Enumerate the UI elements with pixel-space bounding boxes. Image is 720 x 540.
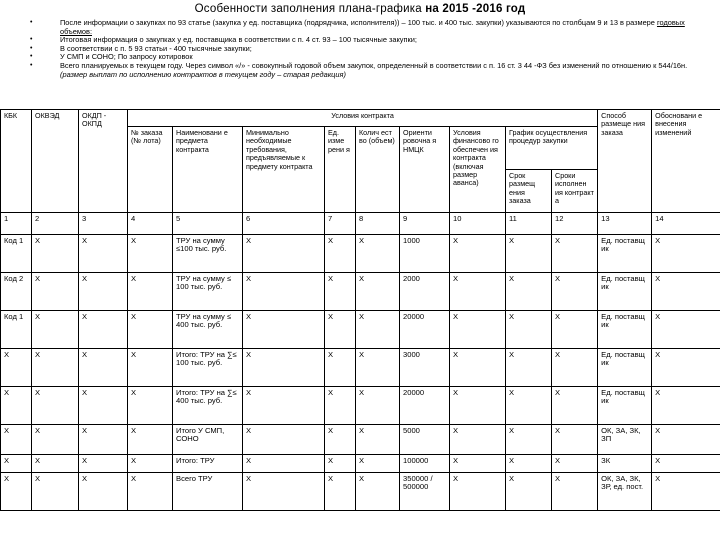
table-cell: Х: [128, 473, 173, 511]
table-cell: Х: [450, 311, 506, 349]
table-cell: Х: [1, 387, 32, 425]
table-cell: Х: [128, 311, 173, 349]
table-cell: Х: [325, 387, 356, 425]
table-cell: Х: [243, 311, 325, 349]
table-row: [1, 387, 720, 425]
table-row: [1, 273, 720, 311]
table-cell: Х: [652, 235, 720, 273]
col-number: 2: [32, 213, 79, 235]
table-cell: Х: [450, 349, 506, 387]
table-cell: Х: [552, 349, 598, 387]
table-cell: Код 1: [1, 311, 32, 349]
header-reason: Обосновани е внесения изменений: [652, 110, 720, 213]
header-kbk: КБК: [1, 110, 32, 213]
table-cell: Х: [450, 273, 506, 311]
header-lot: № заказа (№ лота): [128, 127, 173, 213]
table-cell: Всего ТРУ: [173, 473, 243, 511]
table-cell: Х: [1, 425, 32, 455]
table-cell: ТРУ на сумму ≤ 100 тыс. руб.: [173, 273, 243, 311]
col-number: 4: [128, 213, 173, 235]
table-cell: Х: [243, 387, 325, 425]
table-cell: ЗК: [598, 455, 652, 473]
table-cell: ТРУ на сумму ≤100 тыс. руб.: [173, 235, 243, 273]
table-cell: Х: [325, 455, 356, 473]
table-cell: Х: [552, 273, 598, 311]
col-number: 5: [173, 213, 243, 235]
plan-schedule-table: [0, 109, 720, 511]
table-cell: Х: [79, 273, 128, 311]
table-cell: Х: [79, 473, 128, 511]
header-okpd: ОКДП - ОКПД: [79, 110, 128, 213]
table-cell: Х: [506, 473, 552, 511]
table-cell: 20000: [400, 387, 450, 425]
table-cell: Х: [450, 387, 506, 425]
table-cell: Х: [325, 349, 356, 387]
col-number: 7: [325, 213, 356, 235]
header-unit: Ед. изме рени я: [325, 127, 356, 213]
table-cell: Ед. поставщ ик: [598, 235, 652, 273]
table-cell: Итого: ТРУ на ∑≤ 100 тыс. руб.: [173, 349, 243, 387]
header-qty: Колич ест во (объем): [356, 127, 400, 213]
table-cell: Х: [243, 349, 325, 387]
note-item: • В соответствии с п. 5 93 статьи - 400 тысячные закупки;: [30, 45, 710, 54]
column-numbers-row: [1, 213, 720, 235]
header-okved: ОКВЭД: [32, 110, 79, 213]
table-cell: Х: [128, 387, 173, 425]
table-cell: Ед. поставщ ик: [598, 273, 652, 311]
table-cell: Х: [356, 473, 400, 511]
table-cell: Х: [450, 473, 506, 511]
table-cell: Х: [552, 235, 598, 273]
notes-list: [30, 19, 710, 79]
table-cell: Х: [79, 235, 128, 273]
table-cell: Х: [32, 349, 79, 387]
table-row: [1, 425, 720, 455]
col-number: 13: [598, 213, 652, 235]
table-cell: Х: [506, 425, 552, 455]
table-cell: Х: [79, 349, 128, 387]
table-cell: 20000: [400, 311, 450, 349]
table-cell: Х: [128, 235, 173, 273]
table-cell: Х: [652, 387, 720, 425]
table-cell: Х: [356, 273, 400, 311]
col-number: 3: [79, 213, 128, 235]
table-cell: Х: [243, 273, 325, 311]
page-title: Особенности заполнения плана-графика на 2015 -2016 год: [194, 3, 526, 15]
table-cell: Х: [652, 349, 720, 387]
table-cell: 2000: [400, 273, 450, 311]
table-cell: Х: [128, 455, 173, 473]
table-cell: Ед. поставщ ик: [598, 387, 652, 425]
table-cell: Х: [32, 473, 79, 511]
note-item: • После информации о закупках по 93 статье (закупка у ед. поставщика (подрядчика, исполнителя)) – 100 тыс. и 400 тыс. закупки) указываются по столбцам 9 и 13 в размере годовых объемов:: [30, 19, 710, 36]
table-row: [1, 473, 720, 511]
col-number: 9: [400, 213, 450, 235]
header-name: Наименовани е предмета контракта: [173, 127, 243, 213]
header-nmck: Ориенти ровочна я НМЦК: [400, 127, 450, 213]
table-cell: Х: [506, 273, 552, 311]
table-cell: Х: [506, 455, 552, 473]
table-cell: ОК, ЗА, ЗК, ЗР, ед. пост.: [598, 473, 652, 511]
table-cell: Х: [652, 311, 720, 349]
table-cell: 350000 / 500000: [400, 473, 450, 511]
header-conditions: Условия контракта: [128, 110, 598, 127]
table-cell: 3000: [400, 349, 450, 387]
table-cell: Х: [652, 273, 720, 311]
table-cell: Ед. поставщ ик: [598, 311, 652, 349]
header-req: Минимально необходимые требования, предъявляемые к предмету контракта: [243, 127, 325, 213]
col-number: 6: [243, 213, 325, 235]
table-cell: Х: [32, 455, 79, 473]
note-item: • Всего планируемых в текущем году. Через символ «/» - совокупный годовой объем закупок, определенный в соответствии с п. 16 ст. 3 44 -ФЗ без изменений по отношению к 544/16н.(размер выплат по исполнению контрактов в текущем году – старая редакция): [30, 62, 710, 79]
col-number: 10: [450, 213, 506, 235]
table-cell: Х: [325, 235, 356, 273]
table-cell: Х: [325, 311, 356, 349]
table-row: [1, 349, 720, 387]
header-method: Способ размеще ния заказа: [598, 110, 652, 213]
table-cell: Х: [32, 235, 79, 273]
table-row: [1, 455, 720, 473]
table-cell: Х: [356, 455, 400, 473]
table-cell: Х: [325, 473, 356, 511]
table-cell: Х: [79, 455, 128, 473]
table-cell: ТРУ на сумму ≤ 400 тыс. руб.: [173, 311, 243, 349]
table-cell: Х: [552, 425, 598, 455]
table-cell: Х: [79, 311, 128, 349]
table-cell: Х: [325, 273, 356, 311]
table-cell: Х: [552, 387, 598, 425]
table-cell: Х: [552, 455, 598, 473]
table-cell: Итого: ТРУ на ∑≤ 400 тыс. руб.: [173, 387, 243, 425]
table-cell: Х: [128, 349, 173, 387]
table-cell: Х: [32, 311, 79, 349]
table-row: [1, 235, 720, 273]
table-cell: Х: [652, 473, 720, 511]
table-cell: Х: [506, 387, 552, 425]
note-item: • Итоговая информация о закупках у ед. поставщика в соответствии с п. 4 ст. 93 – 100 тысячные закупки;: [30, 36, 710, 45]
col-number: 11: [506, 213, 552, 235]
table-cell: Х: [552, 473, 598, 511]
table-cell: Х: [32, 387, 79, 425]
table-cell: Х: [356, 425, 400, 455]
table-cell: Х: [652, 425, 720, 455]
table-cell: Х: [1, 349, 32, 387]
table-cell: Х: [552, 311, 598, 349]
table-cell: Х: [32, 425, 79, 455]
table-cell: Код 1: [1, 235, 32, 273]
col-number: 12: [552, 213, 598, 235]
table-cell: Х: [243, 425, 325, 455]
table-cell: Х: [128, 273, 173, 311]
table-cell: 100000: [400, 455, 450, 473]
table-cell: Х: [652, 455, 720, 473]
table-cell: Х: [450, 425, 506, 455]
table-cell: Х: [1, 455, 32, 473]
table-cell: Х: [450, 455, 506, 473]
table-cell: Х: [79, 387, 128, 425]
header-sched-post: Срок размещ ения заказа: [506, 170, 552, 213]
table-cell: ОК, ЗА, ЗК, ЗП: [598, 425, 652, 455]
table-cell: Х: [243, 455, 325, 473]
header-fin: Условия финансово го обеспечен ия контракта (включая размер аванса): [450, 127, 506, 213]
table-cell: Х: [243, 473, 325, 511]
col-number: 8: [356, 213, 400, 235]
table-cell: 5000: [400, 425, 450, 455]
table-cell: 1000: [400, 235, 450, 273]
table-cell: Х: [32, 273, 79, 311]
header-sched-exec: Сроки исполнен ия контракт а: [552, 170, 598, 213]
table-cell: Ед. поставщ ик: [598, 349, 652, 387]
table-cell: Х: [356, 349, 400, 387]
table-cell: Х: [325, 425, 356, 455]
col-number: 1: [1, 213, 32, 235]
table-cell: Итого: ТРУ: [173, 455, 243, 473]
table-cell: Х: [506, 311, 552, 349]
table-cell: Х: [79, 425, 128, 455]
table-cell: Х: [1, 473, 32, 511]
table-cell: Итого У СМП, СОНО: [173, 425, 243, 455]
table-cell: Х: [356, 387, 400, 425]
table-cell: Х: [356, 235, 400, 273]
table-cell: Х: [506, 235, 552, 273]
table-cell: Код 2: [1, 273, 32, 311]
table-cell: Х: [128, 425, 173, 455]
table-cell: Х: [450, 235, 506, 273]
table-cell: Х: [506, 349, 552, 387]
table-cell: Х: [243, 235, 325, 273]
col-number: 14: [652, 213, 720, 235]
note-item: • У СМП и СОНО; По запросу котировок: [30, 53, 710, 62]
table-row: [1, 311, 720, 349]
header-schedule: График осуществления процедур закупки: [506, 127, 598, 170]
table-cell: Х: [356, 311, 400, 349]
